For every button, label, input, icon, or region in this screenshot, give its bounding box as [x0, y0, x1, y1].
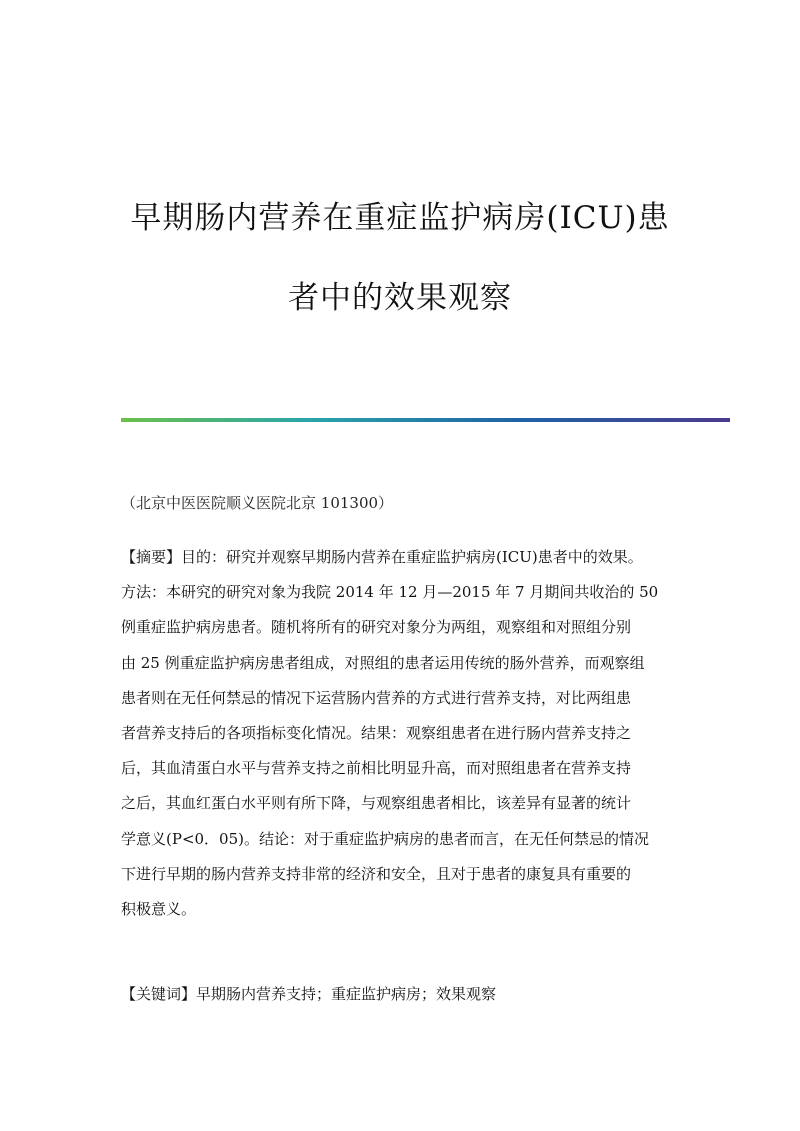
abstract-line: 患者则在无任何禁忌的情况下运营肠内营养的方式进行营养支持，对比两组患 — [121, 688, 632, 707]
abstract-line: 方法：本研究的研究对象为我院 2014 年 12 月—2015 年 7 月期间共收治的 50 — [121, 583, 659, 602]
abstract — [121, 540, 681, 927]
title-line-1: 早期肠内营养在重症监护病房(ICU)患 — [130, 200, 670, 236]
abstract-line: 者营养支持后的各项指标变化情况。结果：观察组患者在进行肠内营养支持之 — [121, 723, 632, 742]
abstract-line: 例重症监护病房患者。随机将所有的研究对象分为两组，观察组和对照组分别 — [121, 618, 632, 637]
keywords: 【关键词】早期肠内营养支持；重症监护病房；效果观察 — [121, 985, 497, 1003]
abstract-line: 之后，其血红蛋白水平则有所下降，与观察组患者相比，该差异有显著的统计 — [121, 794, 632, 813]
abstract-line: 【摘要】目的：研究并观察早期肠内营养在重症监护病房(ICU)患者中的效果。 — [121, 548, 643, 566]
abstract-line: 学意义(P<0．05)。结论：对于重症监护病房的患者而言，在无任何禁忌的情况 — [121, 829, 649, 848]
abstract-line: 下进行早期的肠内营养支持非常的经济和安全，且对于患者的康复具有重要的 — [121, 864, 632, 883]
abstract-line: 后，其血清蛋白水平与营养支持之前相比明显升高，而对照组患者在营养支持 — [121, 759, 632, 778]
gradient-divider — [121, 418, 730, 422]
abstract-line: 积极意义。 — [121, 899, 197, 918]
title-line-2: 者中的效果观察 — [288, 280, 512, 316]
abstract-line: 由 25 例重症监护病房患者组成，对照组的患者运用传统的肠外营养，而观察组 — [121, 653, 645, 672]
affiliation: （北京中医医院顺义医院北京 101300） — [121, 494, 394, 512]
